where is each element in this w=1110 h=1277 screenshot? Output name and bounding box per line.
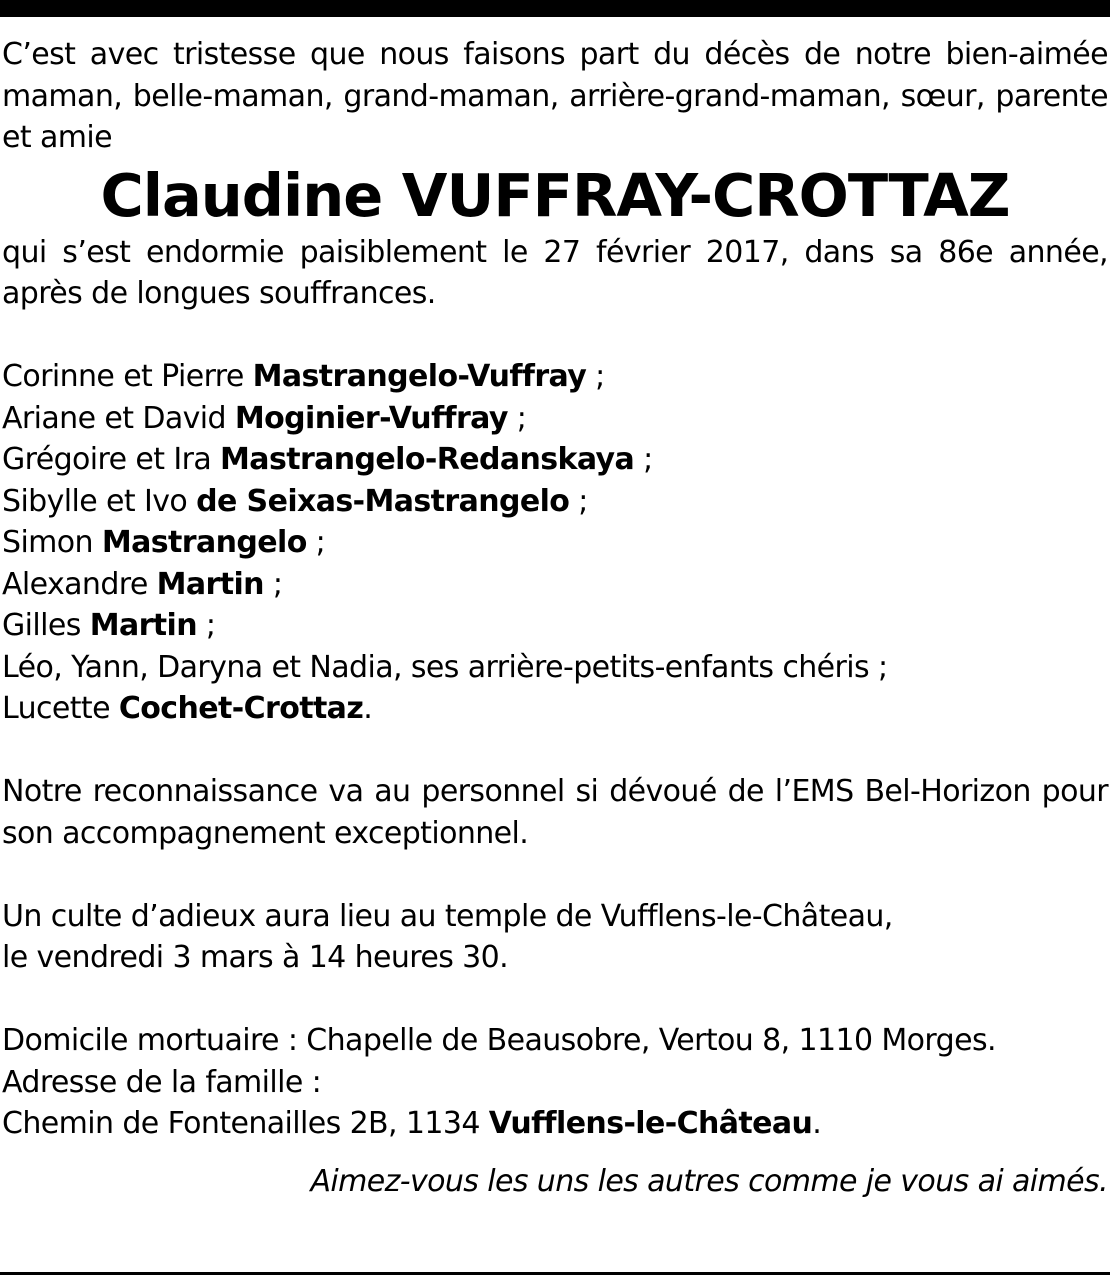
family-line — [2, 688, 1108, 730]
passing-text: qui s’est endormie paisiblement le 27 février 2017, dans sa 86e année, après de longues souffrances. — [2, 234, 1108, 311]
line-end: ; — [196, 608, 216, 643]
intro-text: C’est avec tristesse que nous faisons part du décès de notre bien-aimée maman, belle-maman, grand-maman, arrière-grand-maman, sœur, parente et amie — [2, 37, 1108, 155]
line-end: . — [363, 691, 373, 726]
line-end: ; — [569, 483, 588, 519]
given-names: Alexandre — [2, 566, 157, 602]
address-town: Vufflens-le-Château — [488, 1106, 813, 1141]
family-line — [2, 564, 1108, 606]
given-names: Sibylle et Ivo — [2, 483, 197, 519]
surname: de Seixas-Mastrangelo — [196, 483, 570, 519]
surname: Mastrangelo-Redanskaya — [220, 442, 635, 477]
family-line — [2, 398, 1108, 440]
given-names: Corinne et Pierre — [2, 359, 253, 394]
given-names: Gilles — [2, 608, 90, 643]
death-notice — [2, 34, 1108, 1202]
family-line — [2, 481, 1108, 523]
family-line — [2, 605, 1108, 647]
line-end: ; — [586, 359, 605, 394]
spacer — [2, 315, 1108, 357]
service-line: le vendredi 3 mars à 14 heures 30. — [2, 940, 509, 975]
surname: Mastrangelo — [101, 525, 307, 560]
spacer — [2, 730, 1108, 772]
spacer — [2, 979, 1108, 1021]
address-street: Chemin de Fontenailles 2B, 1134 — [2, 1106, 489, 1141]
family-line — [2, 356, 1108, 398]
line-end: ; — [306, 525, 326, 560]
service-line: Un culte d’adieux aura lieu au temple de Vufflens-le-Château, — [2, 898, 893, 934]
surname: Martin — [156, 566, 264, 602]
family-line — [2, 439, 1108, 481]
bottom-rule — [0, 1272, 1110, 1275]
family-address-label: Adresse de la famille : — [2, 1064, 322, 1100]
deceased-name: Claudine VUFFRAY-CROTTAZ — [100, 160, 1010, 230]
surname: Cochet-Crottaz — [118, 691, 364, 726]
given-names: Grégoire et Ira — [2, 442, 221, 477]
thanks-text: Notre reconnaissance va au personnel si dévoué de l’EMS Bel-Horizon pour son accompagnement exceptionnel. — [2, 774, 1108, 851]
surname: Martin — [89, 608, 197, 643]
given-names: Simon — [2, 525, 102, 560]
top-rule — [0, 0, 1110, 17]
surname: Mastrangelo-Vuffray — [252, 359, 587, 394]
family-address — [2, 1103, 1108, 1145]
surname: Moginier-Vuffray — [234, 400, 508, 436]
given-names: Ariane et David — [2, 400, 235, 436]
spacer — [2, 854, 1108, 896]
given-names: Léo, Yann, Daryna et Nadia, ses arrière-petits-enfants chéris ; — [2, 649, 888, 685]
line-end: ; — [507, 400, 527, 436]
given-names: Lucette — [2, 691, 119, 726]
family-line — [2, 522, 1108, 564]
family-list — [2, 356, 1108, 730]
closing-quote: Aimez-vous les uns les autres comme je vous ai aimés. — [310, 1163, 1108, 1199]
address-end: . — [812, 1106, 822, 1141]
line-end: ; — [634, 442, 653, 477]
family-line — [2, 647, 1108, 689]
line-end: ; — [263, 566, 283, 602]
mortuary-text: Domicile mortuaire : Chapelle de Beausobre, Vertou 8, 1110 Morges. — [2, 1023, 996, 1058]
